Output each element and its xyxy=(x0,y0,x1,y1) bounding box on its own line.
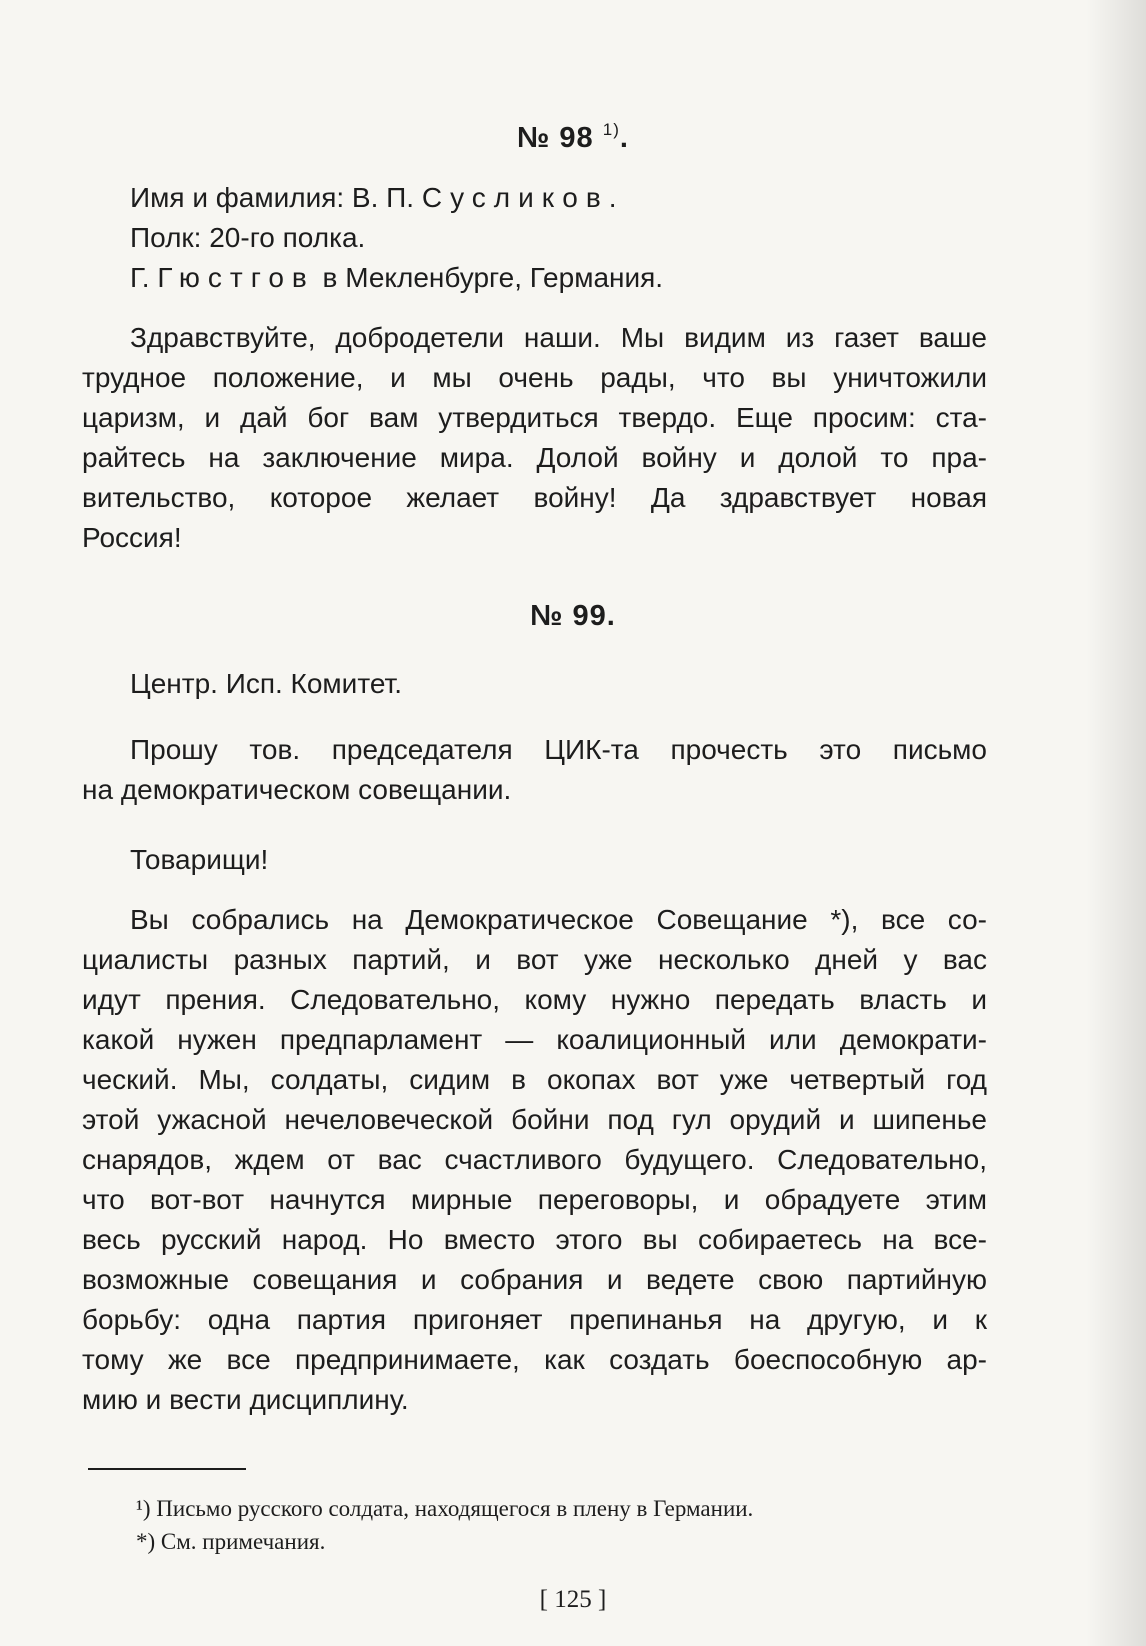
letter-99-line: мию и вести дисциплину. xyxy=(82,1384,409,1415)
footnote-2: *) См. примечания. xyxy=(136,1529,326,1554)
letter-99-line: борьбу: одна партия пригоняет препинанья на другую, и к xyxy=(82,1304,987,1335)
letter-99-line: Вы собрались на Демократическое Совещание *), все со- xyxy=(130,904,987,935)
letter-98-line: райтесь на заключение мира. Долой войну и долой то пра- xyxy=(82,442,987,473)
page-edge-shadow xyxy=(1086,0,1146,1646)
footnote-ref: 1) xyxy=(602,120,620,139)
letter-99-line: идут прения. Следовательно, кому нужно передать власть и xyxy=(82,984,987,1015)
letter-99-line: ческий. Мы, солдаты, сидим в окопах вот уже четвертый год xyxy=(82,1064,987,1095)
footnote-1: ¹) Письмо русского солдата, находящегося в плену в Германии. xyxy=(136,1496,754,1521)
letter-99-line: тому же все предпринимаете, как создать боеспособную ар- xyxy=(82,1344,987,1375)
sender-location: Г. Гюстгов в Мекленбурге, Германия. xyxy=(130,262,664,293)
letter-99-line: возможные совещания и собрания и ведете свою партийную xyxy=(82,1264,987,1295)
letter-99-line: этой ужасной нечеловеческой бойни под гул орудий и шипенье xyxy=(82,1104,987,1135)
letter-98-line: Здравствуйте, добродетели наши. Мы видим из газет ваше xyxy=(130,322,987,353)
greeting: Товарищи! xyxy=(130,844,269,875)
letter-99-line: циалисты разных партий, и вот уже несколько дней у вас xyxy=(82,944,987,975)
letter-99-line: весь русский народ. Но вместо этого вы собираетесь на все- xyxy=(82,1224,987,1255)
request-line: Прошу тов. председателя ЦИК-та прочесть это письмо xyxy=(130,734,987,765)
letter-98-heading: № 98 $^{1)}$. xyxy=(517,120,629,154)
letter-98-line: царизм, и дай бог вам утвердиться твердо. Еще просим: ста- xyxy=(82,402,987,433)
sender-regiment: Полк: 20-го полка. xyxy=(130,222,366,253)
letter-99-line: снарядов, ждем от вас счастливого будущего. Следовательно, xyxy=(82,1144,987,1175)
letter-99-line: какой нужен предпарламент — коалиционный или демократи- xyxy=(82,1024,987,1055)
page-number: [ 125 ] xyxy=(539,1586,607,1613)
letter-99-heading: № 99. xyxy=(530,600,616,632)
addressee: Центр. Исп. Комитет. xyxy=(130,668,402,699)
footnote-divider xyxy=(88,1468,246,1470)
letter-98-line: Россия! xyxy=(82,522,182,553)
letter-98-line: вительство, которое желает войну! Да здравствует новая xyxy=(82,482,987,513)
letter-99-line: что вот-вот начнутся мирные переговоры, и обрадуете этим xyxy=(82,1184,987,1215)
sender-name: Имя и фамилия: В. П. Сусликов. xyxy=(130,182,625,213)
request-line: на демократическом совещании. xyxy=(82,774,512,805)
letter-98-line: трудное положение, и мы очень рады, что вы уничтожили xyxy=(82,362,987,393)
